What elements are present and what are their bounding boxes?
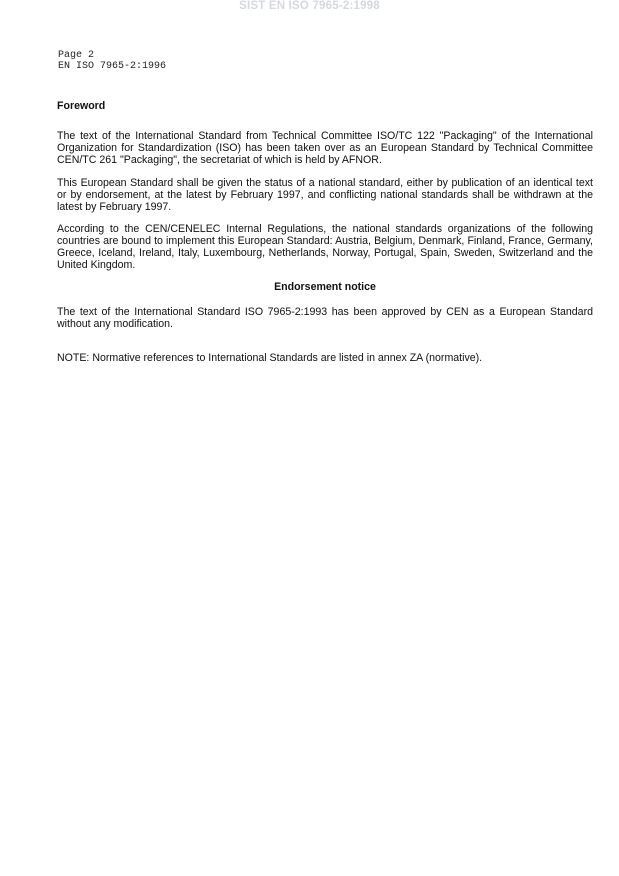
foreword-paragraph-2: This European Standard shall be given the status of a national standard, either by publication of an identical text or by endorsement, at the latest by February 1997, and conflicting national standards shall be withdrawn at the latest by February 1997. bbox=[57, 177, 593, 213]
foreword-title: Foreword bbox=[57, 100, 106, 112]
standard-id: EN ISO 7965-2:1996 bbox=[58, 61, 167, 72]
document-body bbox=[57, 100, 593, 374]
page-header bbox=[58, 50, 166, 72]
watermark: SIST EN ISO 7965-2:1998 bbox=[239, 0, 380, 12]
foreword-paragraph-3: According to the CEN/CENELEC Internal Regulations, the national standards organizations of the following countries are bound to implement this European Standard: Austria, Belgium, Denmark, Finland, France, Germany, Greece, Iceland, Ireland, Italy, Luxembourg, Netherlands, Norway, Portugal, Spain, Sweden, Switzerland and the United Kingdom. bbox=[57, 223, 593, 271]
endorsement-title: Endorsement notice bbox=[274, 281, 376, 293]
foreword-paragraph-1: The text of the International Standard from Technical Committee ISO/TC 122 "Packaging" of the International Organization for Standardization (ISO) has been taken over as an European Standard by Technical Committee CEN/TC 261 "Packaging", the secretariat of which is held by AFNOR. bbox=[57, 130, 593, 166]
endorsement-text: The text of the International Standard ISO 7965-2:1993 has been approved by CEN as a European Standard without any modification. bbox=[57, 306, 593, 330]
page-number: Page 2 bbox=[58, 50, 95, 61]
normative-note: NOTE: Normative references to International Standards are listed in annex ZA (normative). bbox=[57, 352, 483, 364]
